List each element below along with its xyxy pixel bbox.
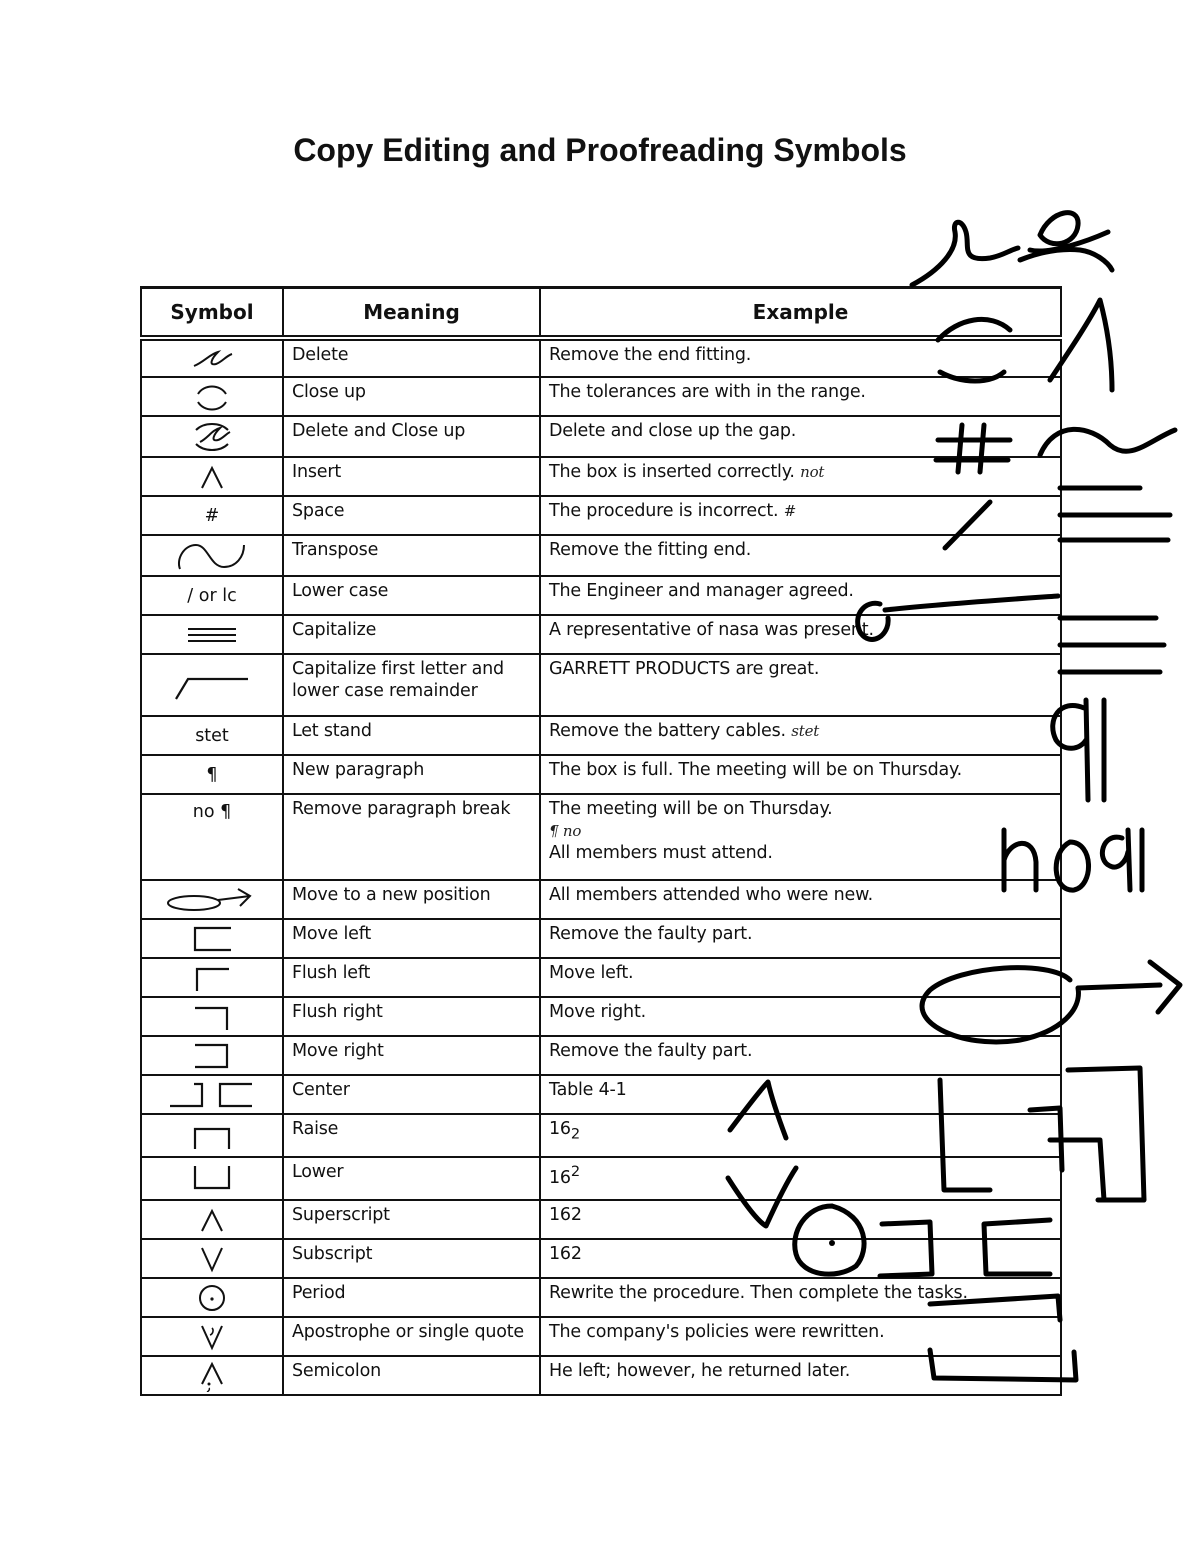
symbol-cell bbox=[141, 1200, 283, 1239]
table-row bbox=[141, 377, 1061, 416]
example-cell bbox=[540, 1157, 1061, 1200]
proof-mark: ¶ no bbox=[549, 822, 582, 840]
transpose-icon bbox=[172, 539, 252, 573]
table-row bbox=[141, 1317, 1061, 1356]
table-row bbox=[141, 880, 1061, 919]
example-text: The procedure is incorrect. bbox=[549, 501, 779, 521]
meaning-cell: Subscript bbox=[283, 1239, 540, 1278]
table-row bbox=[141, 1157, 1061, 1200]
symbol-cell bbox=[141, 1114, 283, 1157]
example-cell: Move right. bbox=[540, 997, 1061, 1036]
meaning-cell: Move to a new position bbox=[283, 880, 540, 919]
example-cell bbox=[540, 1114, 1061, 1157]
table-row bbox=[141, 1200, 1061, 1239]
symbol-cell bbox=[141, 1157, 283, 1200]
meaning-cell: Flush right bbox=[283, 997, 540, 1036]
table-row bbox=[141, 1114, 1061, 1157]
table-row bbox=[141, 535, 1061, 576]
example-cell bbox=[540, 457, 1061, 496]
table-row bbox=[141, 1036, 1061, 1075]
symbol-cell bbox=[141, 535, 283, 576]
symbol-cell bbox=[141, 919, 283, 958]
example-cell: Delete and close up the gap. bbox=[540, 416, 1061, 457]
symbol-cell bbox=[141, 1278, 283, 1317]
hand-caps-lines-2 bbox=[1060, 618, 1164, 672]
cap-first-letter-icon bbox=[170, 669, 254, 703]
meaning-cell: Delete bbox=[283, 338, 540, 377]
meaning-cell: Close up bbox=[283, 377, 540, 416]
proof-mark: stet bbox=[791, 722, 820, 740]
apostrophe-icon bbox=[192, 1322, 232, 1352]
example-cell: All members attended who were new. bbox=[540, 880, 1061, 919]
subscript-value: 2 bbox=[570, 1125, 580, 1143]
center-icon bbox=[164, 1080, 260, 1110]
example-cell: Table 4-1 bbox=[540, 1075, 1061, 1114]
example-cell: Move left. bbox=[540, 958, 1061, 997]
meaning-cell: Period bbox=[283, 1278, 540, 1317]
meaning-cell: Flush left bbox=[283, 958, 540, 997]
table-row bbox=[141, 716, 1061, 755]
meaning-cell: Space bbox=[283, 496, 540, 535]
meaning-cell: Lower case bbox=[283, 576, 540, 615]
example-cell: The company's policies were rewritten. bbox=[540, 1317, 1061, 1356]
meaning-cell: Raise bbox=[283, 1114, 540, 1157]
move-position-icon bbox=[164, 886, 260, 914]
lower-icon bbox=[187, 1164, 237, 1194]
meaning-cell: Lower bbox=[283, 1157, 540, 1200]
hand-caps-lines bbox=[1060, 488, 1170, 540]
symbol-cell: stet bbox=[141, 716, 283, 755]
table-row bbox=[141, 457, 1061, 496]
meaning-cell: Move right bbox=[283, 1036, 540, 1075]
proof-mark: # bbox=[783, 502, 797, 520]
table-row bbox=[141, 1356, 1061, 1395]
example-cell: Rewrite the procedure. Then complete the tasks. bbox=[540, 1278, 1061, 1317]
meaning-cell: Transpose bbox=[283, 535, 540, 576]
symbol-cell bbox=[141, 654, 283, 716]
meaning-cell: Let stand bbox=[283, 716, 540, 755]
table-row bbox=[141, 416, 1061, 457]
example-cell bbox=[540, 496, 1061, 535]
superscript-value: 2 bbox=[570, 1163, 580, 1180]
example-cell bbox=[540, 716, 1061, 755]
symbol-cell bbox=[141, 338, 283, 377]
hand-delete-mark-2 bbox=[1020, 213, 1112, 270]
close-up-icon bbox=[182, 382, 242, 412]
delete-mark-icon bbox=[182, 344, 242, 374]
symbol-cell bbox=[141, 416, 283, 457]
symbol-cell bbox=[141, 1075, 283, 1114]
meaning-cell: Remove paragraph break bbox=[283, 794, 540, 880]
example-cell: He left; however, he returned later. bbox=[540, 1356, 1061, 1395]
meaning-cell: Move left bbox=[283, 919, 540, 958]
symbol-cell bbox=[141, 1317, 283, 1356]
symbol-cell bbox=[141, 457, 283, 496]
raise-icon bbox=[187, 1121, 237, 1151]
meaning-cell: Capitalize bbox=[283, 615, 540, 654]
example-text: 16 bbox=[549, 1119, 571, 1139]
semicolon-icon bbox=[192, 1360, 232, 1392]
period-icon bbox=[192, 1282, 232, 1314]
symbol-cell bbox=[141, 880, 283, 919]
symbols-table-container bbox=[140, 286, 1060, 1396]
header-example: Example bbox=[540, 288, 1061, 339]
table-row bbox=[141, 1239, 1061, 1278]
header-meaning: Meaning bbox=[283, 288, 540, 339]
meaning-cell bbox=[283, 654, 540, 716]
symbol-cell: no ¶ bbox=[141, 794, 283, 880]
superscript-icon bbox=[192, 1205, 232, 1235]
meaning-cell: Insert bbox=[283, 457, 540, 496]
symbol-cell bbox=[141, 1036, 283, 1075]
subscript-icon bbox=[192, 1244, 232, 1274]
page-title: Copy Editing and Proofreading Symbols bbox=[293, 132, 907, 168]
meaning-cell: Center bbox=[283, 1075, 540, 1114]
move-left-icon bbox=[187, 924, 237, 954]
example-line-1: The meeting will be on Thursday. bbox=[549, 799, 833, 819]
symbol-cell bbox=[141, 615, 283, 654]
symbol-cell bbox=[141, 958, 283, 997]
table-row bbox=[141, 755, 1061, 794]
symbols-table bbox=[140, 286, 1062, 1396]
table-row bbox=[141, 919, 1061, 958]
meaning-cell: Apostrophe or single quote bbox=[283, 1317, 540, 1356]
table-row bbox=[141, 1278, 1061, 1317]
move-right-icon bbox=[187, 1041, 237, 1071]
table-row bbox=[141, 576, 1061, 615]
example-cell: Remove the fitting end. bbox=[540, 535, 1061, 576]
example-cell: 162 bbox=[540, 1200, 1061, 1239]
example-text: Remove the battery cables. bbox=[549, 721, 786, 741]
example-cell: A representative of nasa was present. bbox=[540, 615, 1061, 654]
example-text: The box is inserted correctly. bbox=[549, 462, 795, 482]
capitalize-icon bbox=[182, 623, 242, 647]
table-row bbox=[141, 654, 1061, 716]
example-cell: GARRETT PRODUCTS are great. bbox=[540, 654, 1061, 716]
example-text: 16 bbox=[549, 1167, 571, 1188]
symbol-cell bbox=[141, 997, 283, 1036]
example-cell: Remove the faulty part. bbox=[540, 919, 1061, 958]
table-row bbox=[141, 997, 1061, 1036]
example-cell: The tolerances are with in the range. bbox=[540, 377, 1061, 416]
table-header-row bbox=[141, 288, 1061, 339]
example-cell: Remove the end fitting. bbox=[540, 338, 1061, 377]
meaning-cell: New paragraph bbox=[283, 755, 540, 794]
example-cell: 162 bbox=[540, 1239, 1061, 1278]
header-symbol: Symbol bbox=[141, 288, 283, 339]
example-cell: The Engineer and manager agreed. bbox=[540, 576, 1061, 615]
table-row bbox=[141, 958, 1061, 997]
meaning-line-2: lower case remainder bbox=[292, 681, 478, 701]
symbol-cell: ¶ bbox=[141, 755, 283, 794]
hand-delete-mark bbox=[912, 222, 1018, 285]
table-row bbox=[141, 338, 1061, 377]
flush-left-icon bbox=[187, 963, 237, 993]
example-cell bbox=[540, 794, 1061, 880]
delete-close-up-icon bbox=[182, 420, 242, 454]
proof-mark: not bbox=[800, 463, 825, 481]
caret-insert-icon bbox=[192, 462, 232, 492]
example-cell: Remove the faulty part. bbox=[540, 1036, 1061, 1075]
symbol-cell bbox=[141, 377, 283, 416]
meaning-line-1: Capitalize first letter and bbox=[292, 659, 504, 679]
symbol-cell bbox=[141, 1356, 283, 1395]
table-row bbox=[141, 615, 1061, 654]
table-row bbox=[141, 794, 1061, 880]
meaning-cell: Semicolon bbox=[283, 1356, 540, 1395]
example-cell: The box is full. The meeting will be on Thursday. bbox=[540, 755, 1061, 794]
symbol-cell: / or lc bbox=[141, 576, 283, 615]
table-row bbox=[141, 1075, 1061, 1114]
symbol-cell: # bbox=[141, 496, 283, 535]
table-row bbox=[141, 496, 1061, 535]
flush-right-icon bbox=[187, 1002, 237, 1032]
example-line-2: All members must attend. bbox=[549, 843, 773, 863]
symbol-cell bbox=[141, 1239, 283, 1278]
meaning-cell: Delete and Close up bbox=[283, 416, 540, 457]
meaning-cell: Superscript bbox=[283, 1200, 540, 1239]
